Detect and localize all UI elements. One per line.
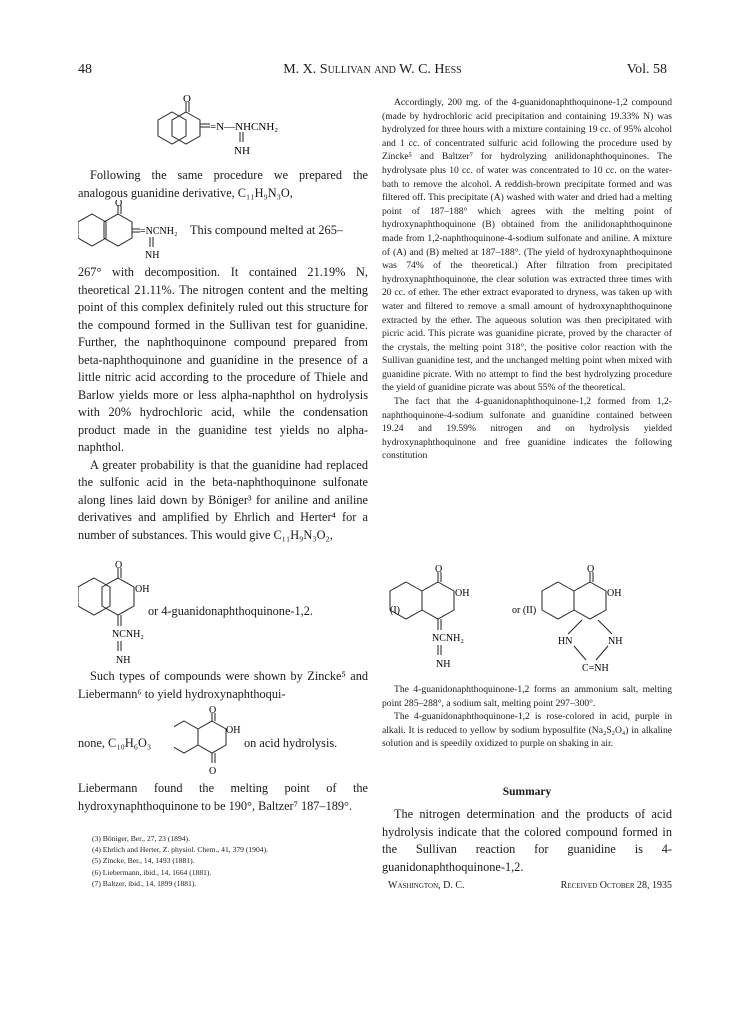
oxygen-label-4: O [209,705,217,716]
footnote-7: (7) Baltzer, ibid., 14, 1899 (1881). [92,878,197,888]
footnote-4: (4) Ehrlich and Herter, Z. physiol. Chem., 41, 379 (1904). [92,845,269,855]
structure-caption: or 4-guanidonaphthoquinone-1,2. [148,604,313,618]
right-para-2: The fact that the 4-guanidonaphthoquinone-1,2 formed from 1,2-naphthoquinone-4-sodium sulfonate and guanidine contained between 19.24 and 19.59% nitrogen and on hydrolysis yielded hydroxynaphthoquinone and free guanidine indicates the following constitution [382,396,672,462]
nh-label: NH [608,636,623,647]
imine-nh-label: NH [234,145,250,157]
received-line: Received October 28, 1935 [560,880,672,891]
left-para-4: Such types of compounds were shown by Zincke⁵ and Liebermann⁶ to yield hydroxynaphthoqui- [78,669,368,701]
footnote-5: (5) Zincke, Ber., 14, 1493 (1881). [92,856,195,866]
guanyl-label: NCNH₂ [112,629,144,640]
hydroxyl-label: OH [135,584,150,595]
naphthalene-ring-diagram [150,94,350,164]
summary-text: The nitrogen determination and the products of acid hydrolysis indicate that the colored compound formed in the Sullivan reaction for guanidine is 4-guanidonaphthoquinone-1,2. [382,807,672,874]
left-para-2-wrap [78,264,368,544]
carbon-imine-label: C=NH [582,663,609,674]
guanyl-label-2: NCNH₂ [432,633,464,644]
footnote-3: (3) Böniger, Ber., 27, 23 (1894). [92,834,190,843]
footnote-6: (6) Liebermann, ibid., 14, 1664 (1881). [92,867,212,877]
constitution-diagram [382,560,672,678]
hydrazone-side-chain: =N—NHCNH₂ [210,121,279,133]
hydroxyl-label-2: OH [226,725,241,736]
hydroxynaphthoquinone-ring-diagram [174,703,254,779]
formula-tail: on acid hydrolysis. [244,736,338,750]
imine-nh-label-2: NH [145,250,160,261]
oxygen-label: O [183,94,191,105]
oxygen-label-6: O [435,564,443,575]
oxygen-label-3: O [115,560,123,571]
label-structure-1: (I) [390,605,400,616]
formula-lead: none, C₁₀H₆O₃ [78,736,152,750]
guanyl-side-chain: =NCNH₂ [140,226,178,237]
place-line: Washington, D. C. [388,880,465,891]
constitution-structures [382,560,672,678]
right-body [382,96,672,463]
hydroxyl-label-3: OH [455,588,470,599]
structure-guanidonaphthoquinone [78,556,368,668]
naphthalene-ring-diagram-2 [78,200,188,264]
footnotes [92,833,362,889]
imine-nh-label-4: NH [436,659,451,670]
label-structure-2: or (II) [512,605,537,616]
left-para-5: Liebermann found the melting point of the hydroxynaphthoquinone to be 190°, Baltzer⁷ 187–189°. [78,781,368,813]
oxygen-label-7: O [587,564,595,575]
left-para-1-wrap [78,167,368,202]
summary-wrap [382,806,672,876]
right-para-4: The 4-guanidonaphthoquinone-1,2 is rose-colored in acid, purple in alkali. It is reduced to yellow by sodium hyposulfite (Na₂S₂O₄) in alkaline solution and is speedily oxidized to purple on shaking in air. [382,711,672,750]
page-number: 48 [78,62,92,77]
oxygen-label-2: O [115,200,123,209]
right-para-1: Accordingly, 200 mg. of the 4-guanidonaphthoquinone-1,2 compound (made by hydrochloric acid precipitation and containing 19.33% N) was hydrolyzed for three hours with a mixture containing 19 cc. of 95% alcohol and 1 cc. of concentrated sulfuric acid following the procedure used by Zincke⁵ and Baltzer⁷ for hydrolyzing anilidonaphthoquinones. The hydrolysate plus 10 cc. of water was concentrated to 10 cc. on the water-bath to remove the alcohol. A reddish-brown precipitate formed and was filtered off. This precipitate (A) washed with water and dried had a melting point of 187–188° which agrees with the melting point of hydroxynaphthoquinone (B) obtained from the anilidonaphthoquinone made from 1,2-naphthoquinone-4-sodium sulfonate and aniline. A mixture of (A) and (B) melted at 187–188°. (The yield of hydroxynaphthoquinone was 74% of the theoretical.) After filtration from precipitated hydroxynaphthoquinone, the clear solution was extracted three times with 20 cc. of ether. The ether extract evaporated to dryness, was taken up with water and filtered to remove a small amount of hydroxynaphthoquinone extracted by the ether. The aqueous solution was then precipitated with picric acid. This picrate was guanidine picrate, proved by the character of the crystals, the melting point 318°, the positive color reaction with the Sullivan guanidine test, and the unchanged melting point when mixed with guanidine picrate. With no attempt to find the best hydrolyzing procedure the yield of guanidine picrate was about 55% of the theoretical. [382,97,672,394]
oxygen-label-5: O [209,766,217,777]
left-para-1: Following the same procedure we prepared the analogous guanidine derivative, C₁₁H₉N₃O, [78,168,368,200]
imine-nh-label-3: NH [116,655,131,666]
structure-hydroxynaphthoquinone [78,703,368,779]
right-body-2 [382,683,672,751]
left-para-3: A greater probability is that the guanidine had replaced the sulfonic acid in the beta-naphthoquinone sulfonate along lines laid down by Böniger³ for aniline and aniline derivatives and amplified by Ehrlich and Herter⁴ for a number of substances. This would give C₁₁H₉N₃O₂, [78,457,368,542]
volume-label: Vol. 58 [626,62,667,77]
running-head: M. X. Sullivan and W. C. Hess [283,62,462,77]
summary-heading: Summary [502,786,552,798]
hn-label: HN [558,636,573,647]
hydroxyl-label-4: OH [607,588,622,599]
right-para-3: The 4-guanidonaphthoquinone-1,2 forms an ammonium salt, melting point 285–288°, a sodium salt, melting point 297–300°. [382,684,672,709]
melting-point-start: This compound melted at 265– [190,223,344,237]
left-para-4-wrap [78,668,368,703]
left-para-5-wrap [78,780,368,815]
structure-hydrazone [150,94,350,164]
left-para-2: 267° with decomposition. It contained 21.19% N, theoretical 21.11%. The nitrogen content and the melting point of this complex definitely ruled out this structure for the compound formed in the Sullivan test for guanidine. Further, the naphthoquinone compound prepared from beta-naphthoquinone and guanidine in the presence of a little nitric acid according to the procedure of Thiele and Barlow yields more or less alpha-naphthol on hydrolysis with 20% hydrochloric acid, while the condensation product made in the guanidine test yields no alpha-naphthol. [78,265,368,454]
structure-guanidine-imine [78,200,368,264]
